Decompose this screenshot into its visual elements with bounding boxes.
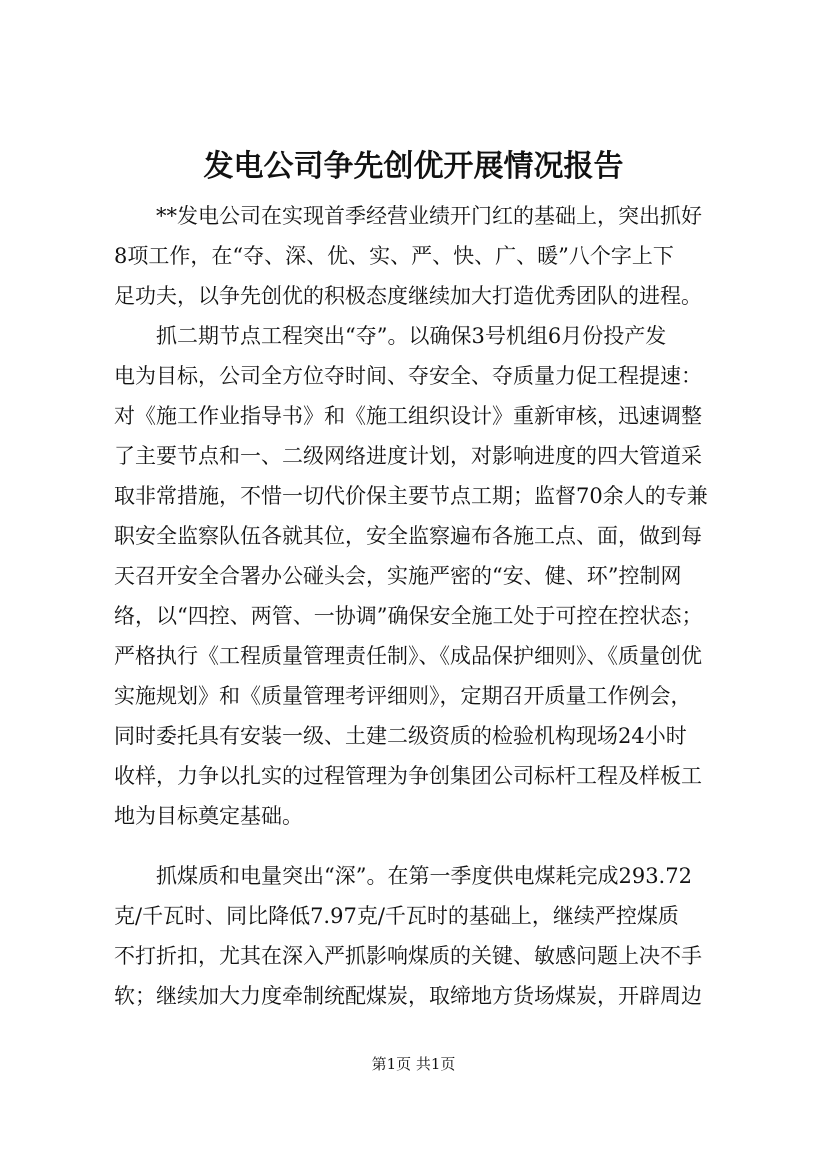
- body-line: 克/千瓦时、同比降低7.97克/千瓦时的基础上，继续严控煤质: [114, 904, 679, 928]
- body-line: 足功夫，以争先创优的积极态度继续加大打造优秀团队的进程。: [114, 284, 702, 308]
- page-number: 第1页 共1页: [371, 1055, 456, 1073]
- body-line: 抓二期节点工程突出“夺”。以确保3号机组6月份投产发: [156, 324, 667, 348]
- body-line: 取非常措施，不惜一切代价保主要节点工期；监督70余人的专兼: [114, 484, 708, 508]
- body-line: 对《施工作业指导书》和《施工组织设计》重新审核，迅速调整: [114, 404, 702, 428]
- body-line: 同时委托具有安装一级、土建二级资质的检验机构现场24小时: [114, 724, 687, 748]
- body-line: 不打折扣，尤其在深入严抓影响煤质的关键、敏感问题上决不手: [114, 944, 702, 968]
- document-title: 发电公司争先创优开展情况报告: [203, 149, 624, 184]
- body-line: 实施规划》和《质量管理考评细则》，定期召开质量工作例会，: [114, 684, 692, 708]
- body-line: 收样，力争以扎实的过程管理为争创集团公司标杆工程及样板工: [114, 764, 702, 788]
- body-line: **发电公司在实现首季经营业绩开门红的基础上，突出抓好: [156, 204, 702, 228]
- body-line: 8项工作，在“夺、深、优、实、严、快、广、暖”八个字上下: [114, 244, 674, 268]
- body-line: 了主要节点和一、二级网络进度计划，对影响进度的四大管道采: [114, 444, 702, 468]
- body-line: 天召开安全合署办公碰头会，实施严密的“安、健、环”控制网: [114, 564, 682, 588]
- body-line: 软；继续加大力度牵制统配煤炭，取缔地方货场煤炭，开辟周边: [114, 984, 702, 1008]
- body-line: 职安全监察队伍各就其位，安全监察遍布各施工点、面，做到每: [114, 524, 702, 548]
- body-line: 严格执行《工程质量管理责任制》、《成品保护细则》、《质量创优: [114, 644, 702, 668]
- body-line: 电为目标，公司全方位夺时间、夺安全、夺质量力促工程提速：: [114, 364, 702, 388]
- body-line: 络，以“四控、两管、一协调”确保安全施工处于可控在控状态；: [114, 604, 703, 628]
- body-line: 地为目标奠定基础。: [114, 804, 303, 828]
- body-line: 抓煤质和电量突出“深”。在第一季度供电煤耗完成293.72: [156, 864, 692, 888]
